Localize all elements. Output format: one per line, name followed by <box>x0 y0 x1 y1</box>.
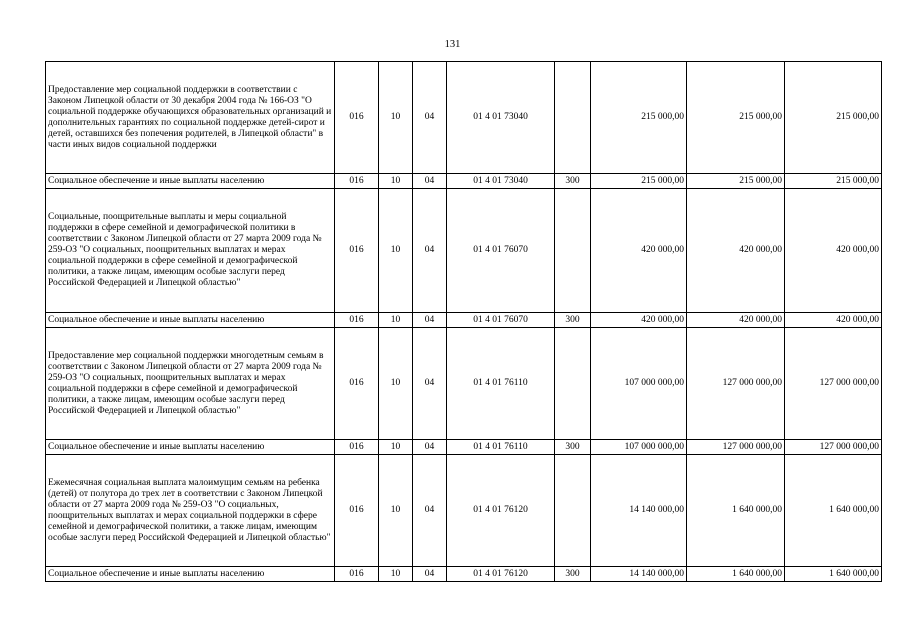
subsection-code: 04 <box>413 440 447 455</box>
ministry-code: 016 <box>335 174 379 189</box>
expense-type-code: 300 <box>555 440 591 455</box>
amount-year-1: 420 000,00 <box>591 313 687 328</box>
expense-type-code: 300 <box>555 567 591 582</box>
amount-year-1: 14 140 000,00 <box>591 567 687 582</box>
amount-year-2: 420 000,00 <box>687 313 785 328</box>
amount-year-3: 127 000 000,00 <box>785 328 882 440</box>
amount-year-3: 215 000,00 <box>785 174 882 189</box>
subsection-code: 04 <box>413 328 447 440</box>
target-article-code: 01 4 01 73040 <box>447 62 555 174</box>
amount-year-1: 215 000,00 <box>591 174 687 189</box>
amount-year-1: 107 000 000,00 <box>591 328 687 440</box>
row-description: Предоставление мер социальной поддержки в соответствии с Законом Липецкой области от 30 декабря 2004 года № 166-ОЗ "О социальной поддержке обучающихся образовательных организаций и дополнительных гарантиях по социальной поддержке детей-сирот и детей, оставшихся без попечения родителей, в Липецкой области" в части иных видов социальной поддержки <box>46 62 335 174</box>
ministry-code: 016 <box>335 455 379 567</box>
page-number: 131 <box>444 39 461 50</box>
row-description: Социальное обеспечение и иные выплаты населению <box>46 440 335 455</box>
section-code: 10 <box>379 455 413 567</box>
expense-type-code <box>555 455 591 567</box>
section-code: 10 <box>379 174 413 189</box>
amount-year-1: 215 000,00 <box>591 62 687 174</box>
target-article-code: 01 4 01 76120 <box>447 455 555 567</box>
expense-type-code: 300 <box>555 174 591 189</box>
amount-year-2: 420 000,00 <box>687 189 785 313</box>
section-code: 10 <box>379 328 413 440</box>
table-row <box>46 62 882 174</box>
target-article-code: 01 4 01 76110 <box>447 440 555 455</box>
amount-year-1: 107 000 000,00 <box>591 440 687 455</box>
table-row <box>46 189 882 313</box>
amount-year-3: 420 000,00 <box>785 313 882 328</box>
table-row <box>46 174 882 189</box>
target-article-code: 01 4 01 73040 <box>447 174 555 189</box>
expense-type-code <box>555 189 591 313</box>
section-code: 10 <box>379 313 413 328</box>
expense-type-code: 300 <box>555 313 591 328</box>
amount-year-3: 1 640 000,00 <box>785 455 882 567</box>
subsection-code: 04 <box>413 313 447 328</box>
ministry-code: 016 <box>335 567 379 582</box>
ministry-code: 016 <box>335 189 379 313</box>
expense-type-code <box>555 328 591 440</box>
table-row <box>46 455 882 567</box>
section-code: 10 <box>379 567 413 582</box>
table-row <box>46 567 882 582</box>
ministry-code: 016 <box>335 440 379 455</box>
table-body <box>46 62 882 582</box>
amount-year-2: 127 000 000,00 <box>687 440 785 455</box>
section-code: 10 <box>379 440 413 455</box>
amount-year-1: 14 140 000,00 <box>591 455 687 567</box>
target-article-code: 01 4 01 76110 <box>447 328 555 440</box>
amount-year-2: 1 640 000,00 <box>687 455 785 567</box>
amount-year-3: 1 640 000,00 <box>785 567 882 582</box>
target-article-code: 01 4 01 76070 <box>447 313 555 328</box>
amount-year-3: 420 000,00 <box>785 189 882 313</box>
amount-year-2: 215 000,00 <box>687 62 785 174</box>
subsection-code: 04 <box>413 62 447 174</box>
table-row <box>46 440 882 455</box>
section-code: 10 <box>379 189 413 313</box>
ministry-code: 016 <box>335 62 379 174</box>
expense-type-code <box>555 62 591 174</box>
amount-year-1: 420 000,00 <box>591 189 687 313</box>
row-description: Социальное обеспечение и иные выплаты населению <box>46 174 335 189</box>
ministry-code: 016 <box>335 313 379 328</box>
section-code: 10 <box>379 62 413 174</box>
row-description: Предоставление мер социальной поддержки многодетным семьям в соответствии с Законом Липецкой области от 27 марта 2009 года № 259-ОЗ "О социальных, поощрительных выплатах и мерах социальной поддержки в сфере семейной и демографической политики, а также лицам, имеющим особые заслуги перед Российской Федерацией и Липецкой областью" <box>46 328 335 440</box>
budget-table <box>45 61 882 582</box>
ministry-code: 016 <box>335 328 379 440</box>
row-description: Социальное обеспечение и иные выплаты населению <box>46 313 335 328</box>
table-row <box>46 313 882 328</box>
amount-year-2: 215 000,00 <box>687 174 785 189</box>
subsection-code: 04 <box>413 189 447 313</box>
subsection-code: 04 <box>413 455 447 567</box>
subsection-code: 04 <box>413 567 447 582</box>
row-description: Ежемесячная социальная выплата малоимущим семьям на ребенка (детей) от полутора до трех лет в соответствии с Законом Липецкой области от 27 марта 2009 года № 259-ОЗ "О социальных, поощрительных выплатах и мерах социальной поддержки в сфере семейной и демографической политики, а также лицам, имеющим особые заслуги перед Российской Федерацией и Липецкой областью" <box>46 455 335 567</box>
subsection-code: 04 <box>413 174 447 189</box>
amount-year-3: 127 000 000,00 <box>785 440 882 455</box>
target-article-code: 01 4 01 76120 <box>447 567 555 582</box>
row-description: Социальное обеспечение и иные выплаты населению <box>46 567 335 582</box>
target-article-code: 01 4 01 76070 <box>447 189 555 313</box>
table-row <box>46 328 882 440</box>
row-description: Социальные, поощрительные выплаты и меры социальной поддержки в сфере семейной и демографической политики в соответствии с Законом Липецкой области от 27 марта 2009 года № 259-ОЗ "О социальных, поощрительных выплатах и мерах социальной поддержки в сфере семейной и демографической политики, а также лицам, имеющим особые заслуги перед Российской Федерацией и Липецкой областью" <box>46 189 335 313</box>
amount-year-2: 127 000 000,00 <box>687 328 785 440</box>
amount-year-2: 1 640 000,00 <box>687 567 785 582</box>
amount-year-3: 215 000,00 <box>785 62 882 174</box>
